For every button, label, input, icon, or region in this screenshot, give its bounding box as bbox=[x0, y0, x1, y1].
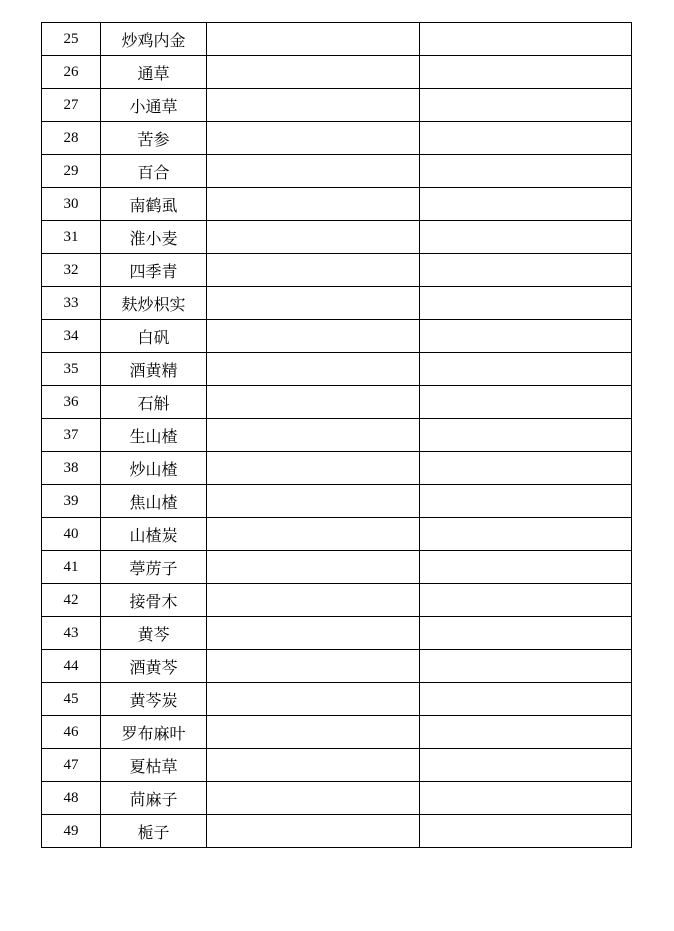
herb-name: 栀子 bbox=[101, 815, 207, 848]
empty-cell bbox=[420, 419, 632, 452]
empty-cell bbox=[420, 221, 632, 254]
empty-cell bbox=[207, 584, 420, 617]
empty-cell bbox=[420, 650, 632, 683]
empty-cell bbox=[207, 254, 420, 287]
empty-cell bbox=[207, 551, 420, 584]
row-number: 29 bbox=[42, 155, 101, 188]
empty-cell bbox=[420, 716, 632, 749]
herb-name: 夏枯草 bbox=[101, 749, 207, 782]
herb-name: 炒山楂 bbox=[101, 452, 207, 485]
row-number: 42 bbox=[42, 584, 101, 617]
row-number: 46 bbox=[42, 716, 101, 749]
empty-cell bbox=[420, 749, 632, 782]
empty-cell bbox=[420, 551, 632, 584]
table-row bbox=[42, 584, 632, 617]
empty-cell bbox=[420, 353, 632, 386]
empty-cell bbox=[420, 485, 632, 518]
empty-cell bbox=[420, 518, 632, 551]
herb-name: 石斛 bbox=[101, 386, 207, 419]
empty-cell bbox=[207, 617, 420, 650]
row-number: 44 bbox=[42, 650, 101, 683]
empty-cell bbox=[207, 815, 420, 848]
table-body bbox=[42, 23, 632, 848]
herb-name: 白矾 bbox=[101, 320, 207, 353]
herb-name: 通草 bbox=[101, 56, 207, 89]
herb-list-table bbox=[41, 22, 632, 848]
table-row bbox=[42, 518, 632, 551]
row-number: 39 bbox=[42, 485, 101, 518]
row-number: 48 bbox=[42, 782, 101, 815]
empty-cell bbox=[207, 155, 420, 188]
empty-cell bbox=[207, 320, 420, 353]
empty-cell bbox=[420, 452, 632, 485]
empty-cell bbox=[207, 716, 420, 749]
row-number: 49 bbox=[42, 815, 101, 848]
herb-name: 百合 bbox=[101, 155, 207, 188]
herb-name: 山楂炭 bbox=[101, 518, 207, 551]
herb-name: 四季青 bbox=[101, 254, 207, 287]
row-number: 28 bbox=[42, 122, 101, 155]
table-row bbox=[42, 56, 632, 89]
empty-cell bbox=[420, 188, 632, 221]
empty-cell bbox=[207, 89, 420, 122]
row-number: 34 bbox=[42, 320, 101, 353]
table-row bbox=[42, 815, 632, 848]
empty-cell bbox=[207, 650, 420, 683]
empty-cell bbox=[420, 584, 632, 617]
table-row bbox=[42, 122, 632, 155]
table-row bbox=[42, 485, 632, 518]
table-row bbox=[42, 221, 632, 254]
herb-name: 苘麻子 bbox=[101, 782, 207, 815]
table-row bbox=[42, 320, 632, 353]
table-row bbox=[42, 386, 632, 419]
empty-cell bbox=[207, 56, 420, 89]
table-row bbox=[42, 452, 632, 485]
table-row bbox=[42, 254, 632, 287]
herb-name: 焦山楂 bbox=[101, 485, 207, 518]
table-row bbox=[42, 155, 632, 188]
empty-cell bbox=[420, 617, 632, 650]
table-row bbox=[42, 353, 632, 386]
table-row bbox=[42, 551, 632, 584]
empty-cell bbox=[207, 221, 420, 254]
herb-name: 酒黄精 bbox=[101, 353, 207, 386]
empty-cell bbox=[420, 254, 632, 287]
empty-cell bbox=[420, 320, 632, 353]
empty-cell bbox=[420, 683, 632, 716]
empty-cell bbox=[207, 485, 420, 518]
table-row bbox=[42, 716, 632, 749]
empty-cell bbox=[420, 155, 632, 188]
table-row bbox=[42, 23, 632, 56]
herb-name: 黄芩炭 bbox=[101, 683, 207, 716]
row-number: 45 bbox=[42, 683, 101, 716]
herb-name: 麸炒枳实 bbox=[101, 287, 207, 320]
empty-cell bbox=[207, 683, 420, 716]
row-number: 43 bbox=[42, 617, 101, 650]
herb-name: 生山楂 bbox=[101, 419, 207, 452]
herb-name: 苦参 bbox=[101, 122, 207, 155]
herb-name: 黄芩 bbox=[101, 617, 207, 650]
table-row bbox=[42, 89, 632, 122]
empty-cell bbox=[207, 782, 420, 815]
table-row bbox=[42, 683, 632, 716]
table-row bbox=[42, 419, 632, 452]
table-row bbox=[42, 650, 632, 683]
row-number: 27 bbox=[42, 89, 101, 122]
empty-cell bbox=[420, 815, 632, 848]
herb-name: 罗布麻叶 bbox=[101, 716, 207, 749]
empty-cell bbox=[207, 518, 420, 551]
row-number: 35 bbox=[42, 353, 101, 386]
empty-cell bbox=[207, 353, 420, 386]
row-number: 36 bbox=[42, 386, 101, 419]
empty-cell bbox=[207, 386, 420, 419]
row-number: 41 bbox=[42, 551, 101, 584]
herb-name: 南鹤虱 bbox=[101, 188, 207, 221]
empty-cell bbox=[207, 287, 420, 320]
empty-cell bbox=[207, 419, 420, 452]
empty-cell bbox=[207, 749, 420, 782]
table-row bbox=[42, 287, 632, 320]
empty-cell bbox=[207, 188, 420, 221]
empty-cell bbox=[420, 56, 632, 89]
empty-cell bbox=[420, 122, 632, 155]
empty-cell bbox=[420, 89, 632, 122]
herb-name: 葶苈子 bbox=[101, 551, 207, 584]
herb-name: 淮小麦 bbox=[101, 221, 207, 254]
herb-name: 接骨木 bbox=[101, 584, 207, 617]
empty-cell bbox=[420, 287, 632, 320]
row-number: 32 bbox=[42, 254, 101, 287]
table-row bbox=[42, 188, 632, 221]
empty-cell bbox=[420, 23, 632, 56]
row-number: 25 bbox=[42, 23, 101, 56]
table-row bbox=[42, 749, 632, 782]
row-number: 37 bbox=[42, 419, 101, 452]
empty-cell bbox=[420, 386, 632, 419]
row-number: 38 bbox=[42, 452, 101, 485]
empty-cell bbox=[420, 782, 632, 815]
herb-name: 小通草 bbox=[101, 89, 207, 122]
row-number: 47 bbox=[42, 749, 101, 782]
row-number: 26 bbox=[42, 56, 101, 89]
herb-name: 炒鸡内金 bbox=[101, 23, 207, 56]
table-row bbox=[42, 617, 632, 650]
empty-cell bbox=[207, 23, 420, 56]
row-number: 30 bbox=[42, 188, 101, 221]
row-number: 33 bbox=[42, 287, 101, 320]
empty-cell bbox=[207, 452, 420, 485]
row-number: 31 bbox=[42, 221, 101, 254]
row-number: 40 bbox=[42, 518, 101, 551]
empty-cell bbox=[207, 122, 420, 155]
table-row bbox=[42, 782, 632, 815]
herb-name: 酒黄芩 bbox=[101, 650, 207, 683]
